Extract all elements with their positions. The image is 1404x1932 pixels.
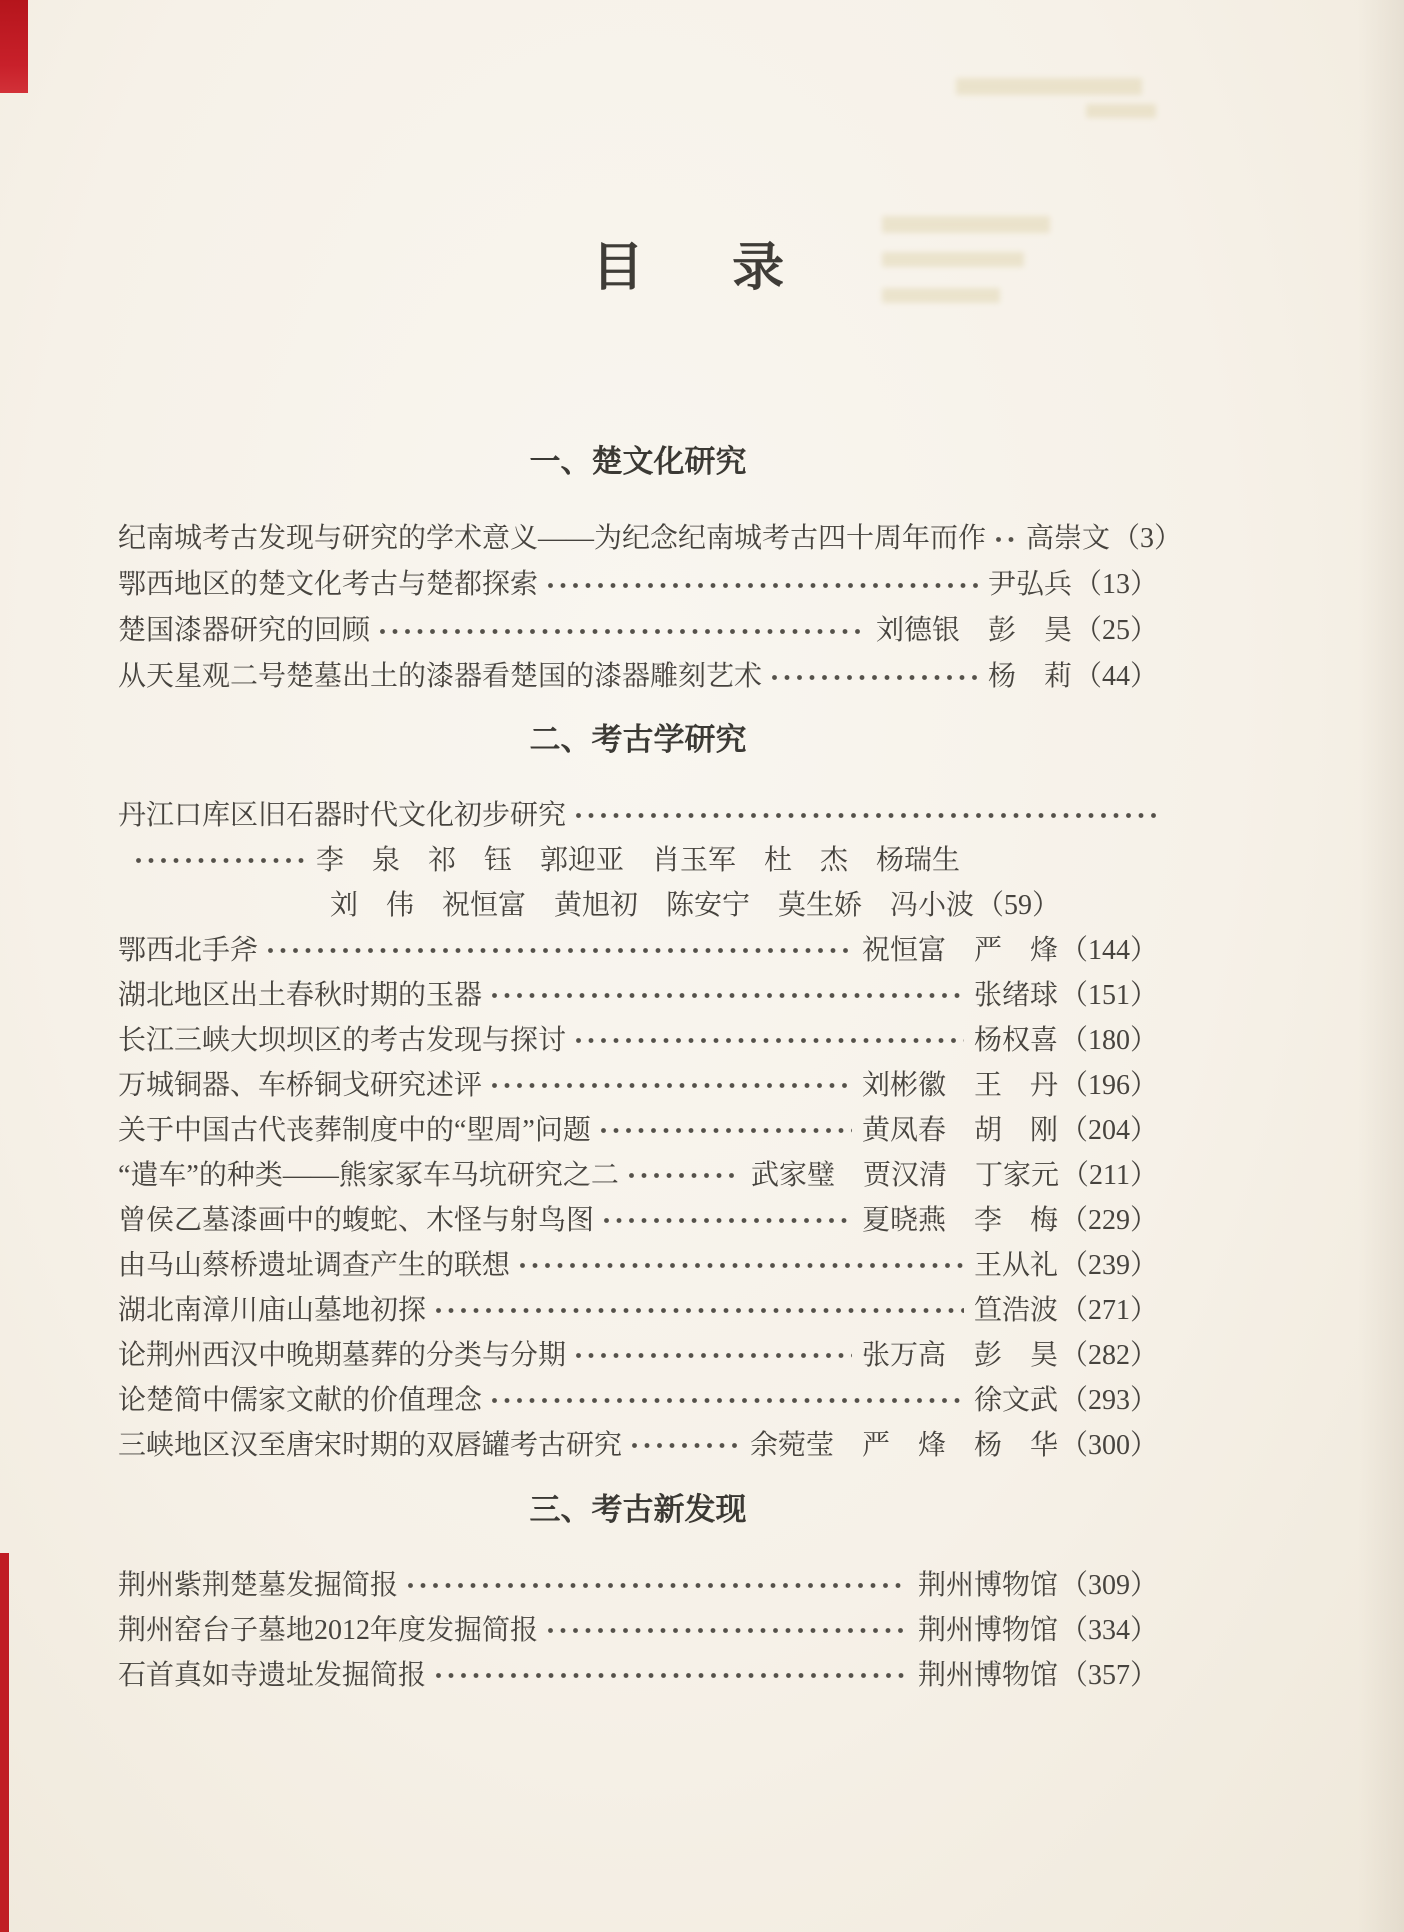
toc-sections <box>118 443 1183 1695</box>
entry-title: 石首真如寺遗址发掘简报 <box>118 1659 427 1691</box>
toc-entry <box>118 1420 1158 1465</box>
entry-title: 论荆州西汉中晚期墓葬的分类与分期 <box>118 1339 567 1371</box>
entry-page-number: （211） <box>1061 1159 1158 1191</box>
entry-page-number: （282） <box>1059 1339 1158 1371</box>
entry-page-number: （196） <box>1059 1069 1158 1101</box>
entry-title: 关于中国古代丧葬制度中的“堲周”问题 <box>118 1114 591 1146</box>
red-spine-bottom-strip <box>0 1553 9 1932</box>
entry-authors: 张万高 彭 昊 <box>861 1339 1058 1371</box>
page-title: 目录 <box>591 240 873 297</box>
toc-entry <box>118 970 1158 1015</box>
entry-page-number: （144） <box>1059 934 1158 966</box>
entry-page-number: （334） <box>1059 1614 1158 1646</box>
entry-title: 鄂西地区的楚文化考古与楚都探索 <box>118 569 539 600</box>
page-edge-shadow <box>1358 0 1404 1932</box>
dot-leader <box>490 1081 852 1090</box>
toc-entry <box>118 1060 1158 1105</box>
toc-entry <box>118 835 1158 880</box>
entry-page-number: （293） <box>1059 1384 1158 1416</box>
entry-page-number: （180） <box>1059 1024 1158 1056</box>
entry-title: 由马山蔡桥遗址调查产生的联想 <box>118 1249 511 1281</box>
toc-entry <box>118 605 1158 651</box>
toc-entry <box>118 1285 1158 1330</box>
toc-entry <box>118 880 1158 925</box>
dot-leader <box>266 946 852 955</box>
dot-leader <box>378 627 866 636</box>
dot-leader <box>630 1441 740 1450</box>
dot-leader <box>434 1671 908 1680</box>
entry-page-number: （25） <box>1073 615 1158 646</box>
entry-authors: 张绪球 <box>973 979 1058 1011</box>
entry-title: 丹江口库区旧石器时代文化初步研究 <box>118 799 567 831</box>
entry-title: 论楚简中儒家文献的价值理念 <box>118 1384 483 1416</box>
entry-page-number: （309） <box>1059 1569 1158 1601</box>
entry-title: “遣车”的种类——熊家冢车马坑研究之二 <box>118 1159 619 1191</box>
section-heading: 二、考古学研究 <box>529 722 747 757</box>
entry-page-number: （3） <box>1112 523 1183 554</box>
entry-title: 三峡地区汉至唐宋时期的双唇罐考古研究 <box>118 1429 623 1461</box>
dot-leader <box>599 1126 852 1135</box>
entry-title: 楚国漆器研究的回顾 <box>118 615 371 646</box>
entry-authors: 荆州博物馆 <box>917 1659 1058 1691</box>
entry-authors: 刘彬徽 王 丹 <box>861 1069 1058 1101</box>
toc-entry <box>118 513 1183 559</box>
entry-title: 鄂西北手斧 <box>118 934 259 966</box>
dot-leader <box>490 1396 964 1405</box>
entry-page-number: （271） <box>1059 1294 1158 1326</box>
dot-leader <box>574 1351 852 1360</box>
entry-page-number: （300） <box>1059 1429 1158 1461</box>
section-heading: 三、考古新发现 <box>529 1492 747 1527</box>
dot-leader <box>134 856 306 865</box>
dot-leader <box>574 1036 964 1045</box>
toc-entry <box>118 1560 1158 1605</box>
entry-title: 湖北地区出土春秋时期的玉器 <box>118 979 483 1011</box>
dot-leader <box>546 1626 908 1635</box>
entry-page-number: （357） <box>1059 1659 1158 1691</box>
section-heading: 一、楚文化研究 <box>529 444 747 479</box>
dot-leader <box>602 1216 852 1225</box>
toc-entry <box>118 559 1158 605</box>
dot-leader <box>770 673 978 682</box>
entry-authors: 笪浩波 <box>973 1294 1058 1326</box>
entry-title: 长江三峡大坝坝区的考古发现与探讨 <box>118 1024 567 1056</box>
toc-entry <box>118 1330 1158 1375</box>
toc-entry <box>118 1240 1158 1285</box>
entry-authors: 荆州博物馆 <box>917 1614 1058 1646</box>
entry-authors: 武家璧 贾汉清 丁家元 <box>751 1159 1060 1191</box>
page-title-row <box>118 225 1158 297</box>
toc-entry <box>118 1150 1158 1195</box>
entry-authors: 刘德银 彭 昊 <box>875 615 1072 646</box>
dot-leader <box>994 535 1016 544</box>
entry-authors: 荆州博物馆 <box>917 1569 1058 1601</box>
entry-title: 万城铜器、车桥铜戈研究述评 <box>118 1069 483 1101</box>
entry-title: 荆州窑台子墓地2012年度发掘简报 <box>118 1614 539 1646</box>
entry-authors: 刘 伟 祝恒富 黄旭初 陈安宁 莫生娇 冯小波 <box>330 889 975 921</box>
entry-authors: 尹弘兵 <box>987 569 1072 600</box>
section-entries <box>118 790 1158 1465</box>
toc-entry <box>118 1015 1158 1060</box>
toc-entry <box>118 651 1158 697</box>
toc-section <box>118 721 1158 1465</box>
toc-entry <box>118 1105 1158 1150</box>
toc-entry <box>118 1375 1158 1420</box>
section-entries <box>118 513 1183 697</box>
toc-entry <box>118 1650 1158 1695</box>
entry-page-number: （229） <box>1059 1204 1158 1236</box>
toc-entry <box>118 790 1158 835</box>
entry-authors: 余菀莹 严 烽 杨 华 <box>749 1429 1058 1461</box>
red-spine-top-strip <box>0 0 28 93</box>
entry-page-number: （13） <box>1073 569 1158 600</box>
table-of-contents <box>118 0 1183 1695</box>
dot-leader <box>406 1581 908 1590</box>
toc-section <box>118 443 1183 697</box>
entry-title: 纪南城考古发现与研究的学术意义——为纪念纪南城考古四十周年而作 <box>118 523 987 554</box>
section-entries <box>118 1560 1158 1695</box>
dot-leader <box>490 991 964 1000</box>
entry-authors: 王从礼 <box>973 1249 1058 1281</box>
entry-authors: 黄凤春 胡 刚 <box>861 1114 1058 1146</box>
entry-title: 曾侯乙墓漆画中的蝮蛇、木怪与射鸟图 <box>118 1204 595 1236</box>
dot-leader <box>518 1261 964 1270</box>
entry-authors: 祝恒富 严 烽 <box>861 934 1058 966</box>
entry-title: 从天星观二号楚墓出土的漆器看楚国的漆器雕刻艺术 <box>118 661 763 692</box>
toc-entry <box>118 1605 1158 1650</box>
dot-leader <box>627 1171 741 1180</box>
toc-entry <box>118 925 1158 970</box>
entry-authors: 徐文武 <box>973 1384 1058 1416</box>
toc-section <box>118 1491 1158 1695</box>
entry-page-number: （44） <box>1073 661 1158 692</box>
entry-authors: 高崇文 <box>1026 523 1111 554</box>
toc-entry <box>118 1195 1158 1240</box>
entry-page-number: （151） <box>1059 979 1158 1011</box>
entry-page-number: （204） <box>1059 1114 1158 1146</box>
dot-leader <box>546 581 978 590</box>
entry-authors: 杨权喜 <box>973 1024 1058 1056</box>
entry-authors: 杨 莉 <box>987 661 1072 692</box>
entry-authors: 夏晓燕 李 梅 <box>861 1204 1058 1236</box>
entry-title: 湖北南漳川庙山墓地初探 <box>118 1294 427 1326</box>
dot-leader <box>434 1306 964 1315</box>
dot-leader <box>574 811 1158 820</box>
entry-title: 荆州紫荆楚墓发掘简报 <box>118 1569 399 1601</box>
entry-page-number: （59） <box>976 889 1061 921</box>
entry-authors: 李 泉 祁 钰 郭迎亚 肖玉军 杜 杰 杨瑞生 <box>316 844 961 876</box>
entry-page-number: （239） <box>1059 1249 1158 1281</box>
